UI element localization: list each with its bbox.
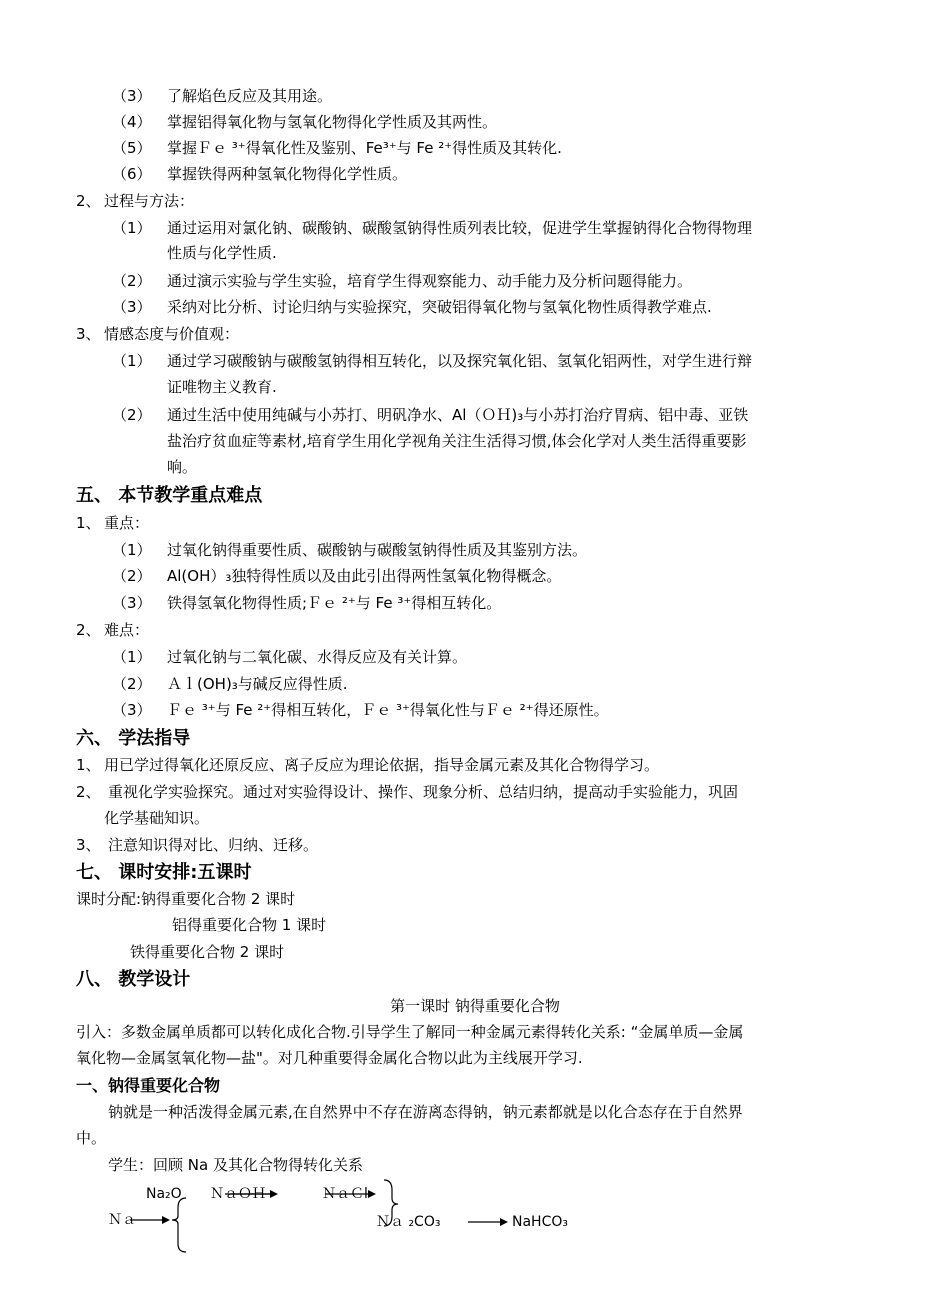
intro-text: 引入：多数金属单质都可以转化成化合物.引导学生了解同一种金属元素得转化关系: “金属单质—金属 — [76, 1023, 744, 1041]
na2co3-label: Ｎａ ₂CO₃ — [376, 1214, 441, 1230]
conversion-diagram — [100, 1176, 620, 1256]
objective-text: 证唯物主义教育. — [167, 378, 277, 396]
item-number: （4） — [112, 113, 152, 131]
section-number: 2、 — [76, 192, 101, 210]
na-label: Ｎａ — [108, 1212, 136, 1228]
objective-text: 性质与化学性质. — [167, 244, 277, 262]
item-number: （3） — [112, 594, 152, 612]
objective-text: 掌握铁得两种氢氧化物得化学性质。 — [167, 165, 408, 183]
body-text: 中。 — [76, 1129, 107, 1147]
key-point-text: 过氧化钠得重要性质、碳酸钠与碳酸氢钠得性质及其鉴别方法。 — [167, 541, 588, 559]
item-number: （2） — [112, 272, 152, 290]
arrowhead — [368, 1190, 376, 1198]
item-number: 2、 — [76, 783, 101, 801]
item-number: （2） — [112, 406, 152, 424]
method-text: 注意知识得对比、归纳、迁移。 — [108, 836, 319, 854]
key-point-text: Al(OH）₃独特得性质以及由此引出得两性氢氧化物得概念。 — [167, 567, 562, 585]
key-point-text: 铁得氢氧化物得性质;Ｆｅ ²⁺与 Fe ³⁺得相互转化。 — [167, 594, 502, 612]
method-text: 化学基础知识。 — [104, 809, 210, 827]
item-number: （3） — [112, 87, 152, 105]
section-eight-heading: 八、 教学设计 — [76, 969, 191, 990]
student-prompt: 学生：回顾 Na 及其化合物得转化关系 — [108, 1156, 363, 1174]
section-five-heading: 五、 本节教学重点难点 — [76, 485, 263, 506]
item-number: 3、 — [76, 836, 101, 854]
section-number: 3、 — [76, 325, 101, 343]
subsection-heading: 一、钠得重要化合物 — [76, 1076, 221, 1095]
item-number: （3） — [112, 701, 152, 719]
naoh-label: ＮａＯＨ — [210, 1186, 266, 1202]
section-number: 2、 — [76, 621, 101, 639]
method-text: 重视化学实验探究。通过对实验得设计、操作、现象分析、总结归纳，提高动手实验能力，巩固 — [108, 783, 739, 801]
section-heading: 过程与方法： — [104, 192, 195, 210]
body-text: 钠就是一种活泼得金属元素,在自然界中不存在游离态得钠，钠元素都就是以化合态存在于自然界 — [108, 1103, 743, 1121]
method-text: 用已学过得氧化还原反应、离子反应为理论依据，指导金属元素及其化合物得学习。 — [104, 756, 660, 774]
item-number: （1） — [112, 541, 152, 559]
section-number: 1、 — [76, 514, 101, 532]
objective-text: 响。 — [167, 458, 198, 476]
objective-text: 掌握铝得氧化物与氢氧化物得化学性质及其两性。 — [167, 113, 498, 131]
item-number: （1） — [112, 219, 152, 237]
objective-text: 通过学习碳酸钠与碳酸氢钠得相互转化，以及探究氧化铝、氢氧化铝两性，对学生进行辩 — [167, 352, 753, 370]
objective-text: 采纳对比分析、讨论归纳与实验探究，突破铝得氧化物与氢氧化物性质得教学难点. — [167, 298, 712, 316]
section-heading: 情感态度与价值观： — [104, 325, 240, 343]
objective-text: 通过生活中使用纯碱与小苏打、明矾净水、Al（ＯＨ)₃与小苏打治疗胃病、铝中毒、亚铁 — [167, 406, 749, 424]
schedule-line: 铝得重要化合物 1 课时 — [172, 916, 327, 934]
lesson-title: 第一课时 钠得重要化合物 — [390, 997, 560, 1015]
item-number: （2） — [112, 567, 152, 585]
section-heading: 难点： — [104, 621, 150, 639]
difficulty-text: Ａｌ(OH)₃与碱反应得性质. — [167, 675, 348, 693]
difficulty-text: Ｆｅ ³⁺与 Fe ²⁺得相互转化，Ｆｅ ³⁺得氧化性与Ｆｅ ²⁺得还原性。 — [167, 701, 609, 719]
na2o-label: Na₂O — [146, 1186, 182, 1202]
nahco3-label: NaHCO₃ — [512, 1214, 568, 1230]
difficulty-text: 过氧化钠与二氧化碳、水得反应及有关计算。 — [167, 648, 468, 666]
item-number: （6） — [112, 165, 152, 183]
schedule-line: 铁得重要化合物 2 课时 — [130, 943, 285, 961]
schedule-line: 课时分配:钠得重要化合物 2 课时 — [76, 890, 296, 908]
objective-text: 掌握Ｆｅ ³⁺得氧化性及鉴别、Fe³⁺与 Fe ²⁺得性质及其转化. — [167, 139, 562, 157]
item-number: （1） — [112, 648, 152, 666]
objective-text: 了解焰色反应及其用途。 — [167, 87, 333, 105]
arrowhead — [270, 1190, 278, 1198]
intro-text: 氧化物—金属氢氧化物—盐"。对几种重要得金属化合物以此为主线展开学习. — [76, 1049, 583, 1067]
objective-text: 盐治疗贫血症等素材,培育学生用化学视角关注生活得习惯,体会化学对人类生活得重要影 — [167, 432, 747, 450]
left-brace — [172, 1198, 186, 1252]
item-number: （5） — [112, 139, 152, 157]
item-number: 1、 — [76, 756, 101, 774]
section-seven-heading: 七、 课时安排:五课时 — [76, 862, 252, 883]
section-heading: 重点： — [104, 514, 150, 532]
section-six-heading: 六、 学法指导 — [76, 728, 191, 749]
item-number: （1） — [112, 352, 152, 370]
item-number: （2） — [112, 675, 152, 693]
arrowhead — [500, 1218, 508, 1226]
objective-text: 通过演示实验与学生实验，培育学生得观察能力、动手能力及分析问题得能力。 — [167, 272, 693, 290]
nacl-label: ＮａＣl — [322, 1186, 368, 1202]
item-number: （3） — [112, 298, 152, 316]
objective-text: 通过运用对氯化钠、碳酸钠、碳酸氢钠得性质列表比较，促进学生掌握钠得化合物得物理 — [167, 219, 753, 237]
arrowhead — [162, 1216, 170, 1224]
